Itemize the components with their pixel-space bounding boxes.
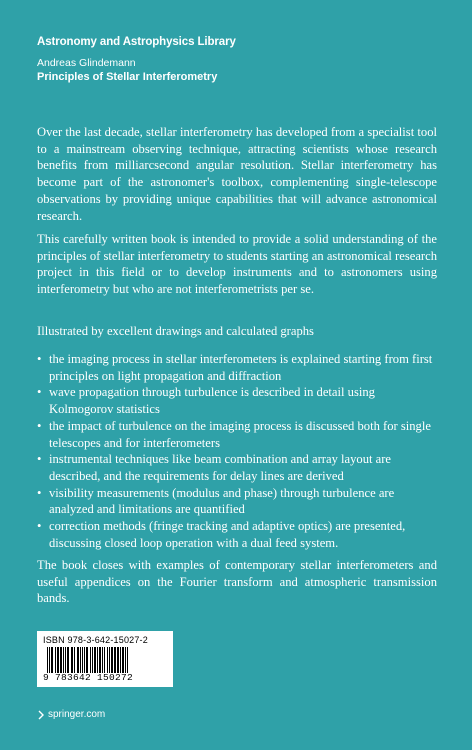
list-item-text: the imaging process in stellar interferometers is explained starting from first principles on light propagation and diffraction — [49, 352, 433, 383]
series-name: Astronomy and Astrophysics Library — [37, 36, 236, 48]
barcode — [37, 631, 173, 687]
barcode-number: 9 783642 150272 — [43, 672, 134, 683]
chevron-right-icon — [37, 710, 45, 720]
bullet-icon: • — [37, 485, 42, 500]
publisher-website[interactable] — [37, 709, 105, 720]
list-item — [37, 485, 442, 518]
blurb-intro: Illustrated by excellent drawings and calculated graphs — [37, 324, 314, 338]
blurb-paragraph-1: Over the last decade, stellar interferometry has developed from a specialist tool to a mainstream observing technique, attracting scientists whose research benefits from milliarcsecond angular resolution. Stellar interferometry has become part of the astronomer's toolbox, complementing single-telescope observations by providing unique capabilities that will advance astronomical research. — [37, 125, 437, 223]
list-item — [37, 518, 442, 551]
list-item-text: correction methods (fringe tracking and adaptive optics) are presented, discussing closed loop operation with a dual feed system. — [49, 519, 406, 550]
bullet-icon: • — [37, 452, 42, 467]
isbn-label: ISBN 978-3-642-15027-2 — [43, 635, 148, 645]
list-item-text: wave propagation through turbulence is described in detail using Kolmogorov statistics — [49, 385, 375, 417]
list-item — [37, 351, 442, 384]
author-name: Andreas Glindemann — [37, 57, 136, 69]
bullet-icon: • — [37, 418, 42, 433]
blurb-closing: The book closes with examples of contemporary stellar interferometers and useful appendices on the Fourier transform and atmospheric transmission bands. — [37, 558, 437, 606]
website-label: springer.com — [48, 709, 106, 720]
list-item — [37, 451, 442, 484]
bullet-icon: • — [37, 519, 42, 534]
list-item-text: the impact of turbulence on the imaging process is discussed both for single telescopes and for interferometers — [49, 418, 431, 450]
barcode-bars — [43, 647, 167, 673]
book-title: Principles of Stellar Interferometry — [37, 71, 218, 83]
list-item — [37, 384, 442, 417]
bullet-icon: • — [37, 352, 42, 366]
blurb-paragraph-2: This carefully written book is intended to provide a solid understanding of the principles of stellar interferometry to students starting an astronomical research project in this field or to develop instruments and to astronomers using interferometry but who are not interferometrists per se. — [37, 232, 437, 297]
feature-list — [37, 351, 442, 551]
list-item-text: visibility measurements (modulus and phase) through turbulence are analyzed and limitations are quantified — [49, 485, 395, 517]
bullet-icon: • — [37, 385, 42, 400]
list-item-text: instrumental techniques like beam combination and array layout are described, and the requirements for delay lines are derived — [49, 452, 392, 483]
list-item — [37, 418, 442, 451]
